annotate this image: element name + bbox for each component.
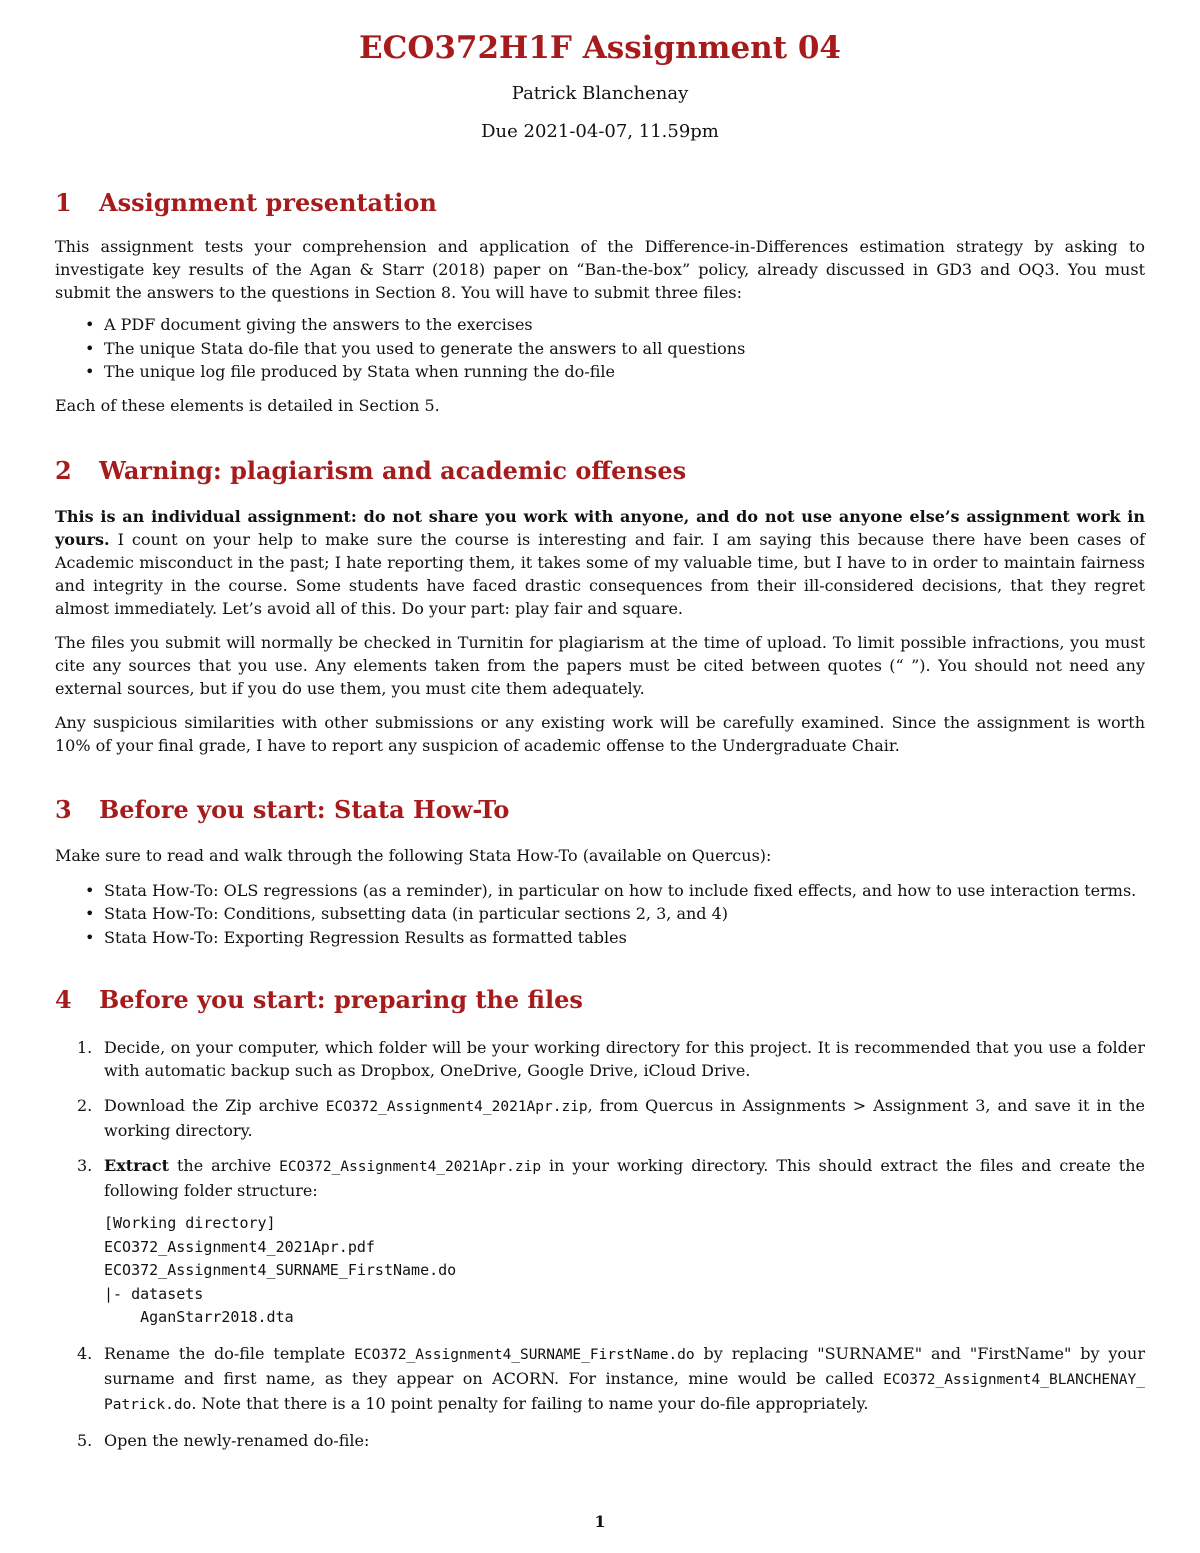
- document-title: ECO372H1F Assignment 04: [359, 30, 841, 66]
- filename: ECO372_Assignment4_BLANCHENAY_ Patrick.do: [104, 1371, 1145, 1413]
- tree-line: AganStarr2018.dta: [104, 1308, 294, 1326]
- tree-line: ECO372_Assignment4_2021Apr.pdf: [104, 1237, 375, 1256]
- item-number: 5.: [77, 1430, 93, 1450]
- list-item: • The unique log file produced by Stata when running the do-file: [85, 360, 1145, 384]
- paragraph: Each of these elements is detailed in Section 5.: [55, 395, 440, 415]
- bullet-list: [55, 313, 1145, 384]
- list-item: 5. Open the newly-renamed do-file:: [77, 1430, 370, 1450]
- tree-line: |- datasets: [104, 1284, 204, 1303]
- due-date: Due 2021-04-07, 11.59pm: [481, 121, 719, 142]
- paragraph: Make sure to read and walk through the following Stata How-To (available on Quercus):: [55, 845, 772, 865]
- bullet-list: [55, 879, 1145, 950]
- numbered-list: [55, 1036, 1145, 1452]
- paragraph: Any suspicious similarities with other submissions or any existing work will be carefully examined. Since the assignment is worth 10% of your final grade, I have to report any suspicion of academic offense to the Undergraduate Chair.: [55, 712, 1145, 755]
- section-number: 3: [55, 794, 72, 824]
- filename: ECO372_Assignment4_2021Apr.zip: [325, 1099, 588, 1115]
- list-item: • The unique Stata do-file that you used to generate the answers to all questions: [85, 337, 1145, 361]
- paragraph: The files you submit will normally be checked in Turnitin for plagiarism at the time of upload. To limit possible infractions, you must cite any sources that you use. Any elements taken from the papers must be cited between quotes (“ ”). You should not need any external sources, but if you do use them, you must cite them adequately.: [55, 632, 1145, 698]
- bullet-icon: •: [85, 362, 95, 381]
- list-item: • A PDF document giving the answers to the exercises: [85, 313, 1145, 337]
- bullet-icon: •: [85, 904, 95, 923]
- tree-line: [Working directory]: [104, 1214, 276, 1232]
- item-number: 1.: [77, 1038, 93, 1057]
- item-number: 2.: [77, 1096, 93, 1115]
- list-item: 3. Extract the archive ECO372_Assignment4_2021Apr.zip in your working directory. This should extract the files and create the following folder structure: [Working directory] ECO372_Assignment4_2021Apr.pdf ECO372_Assignment4_SURNAME_FirstName.do |- datasets AganStarr2018.dta: [55, 1154, 1145, 1330]
- author-name: Patrick Blanchenay: [511, 83, 689, 104]
- item-number: 3.: [77, 1156, 93, 1175]
- item-number: 4.: [77, 1343, 93, 1363]
- bullet-icon: •: [85, 927, 95, 947]
- page-number: 1: [594, 1512, 606, 1531]
- section-number: 2: [55, 455, 72, 485]
- section-4-heading: [55, 984, 1145, 1016]
- section-title: Warning: plagiarism and academic offenses: [99, 455, 687, 485]
- section-2-heading: [55, 455, 1145, 487]
- bullet-icon: •: [85, 880, 95, 900]
- section-title: Before you start: preparing the files: [99, 985, 583, 1014]
- document-page: [55, 28, 1145, 1452]
- section-number: 4: [55, 985, 72, 1014]
- folder-structure: [104, 1212, 1145, 1330]
- bullet-icon: •: [85, 338, 95, 358]
- paragraph: This is an individual assignment: do not share you work with anyone, and do not use anyone else’s assignment work in yours. I count on your help to make sure the course is interesting and fair. I am saying this because there have been cases of Academic misconduct in the past; I hate reporting them, it takes some of my valuable time, but I have to in order to maintain fairness and integrity in the course. Some students have faced drastic consequences from their ill-considered decisions, that they regret almost immediately. Let’s avoid all of this. Do your part: play fair and square.: [55, 506, 1145, 618]
- section-title: Assignment presentation: [99, 188, 437, 217]
- tree-line: ECO372_Assignment4_SURNAME_FirstName.do: [104, 1261, 457, 1279]
- list-item: • Stata How-To: OLS regressions (as a reminder), in particular on how to include fixed effects, and how to use interaction terms.: [85, 879, 1145, 903]
- section-3-heading: [55, 794, 1145, 826]
- list-item: • Stata How-To: Conditions, subsetting data (in particular sections 2, 3, and 4): [85, 902, 1145, 926]
- paragraph: This assignment tests your comprehension and application of the Difference-in-Differences estimation strategy by asking to investigate key results of the Agan & Starr (2018) paper on “Ban-the-box” policy, already discussed in GD3 and OQ3. You must submit the answers to the questions in Section 8. You will have to submit three files:: [55, 237, 1145, 302]
- list-item: 1. Decide, on your computer, which folder will be your working directory for this project. It is recommended that you use a folder with automatic backup such as Dropbox, OneDrive, Google Drive, iCloud Drive.: [77, 1038, 1145, 1080]
- bullet-icon: •: [85, 315, 95, 334]
- section-title: Before you start: Stata How-To: [99, 794, 510, 824]
- bold-statement: This is an individual assignment: do not share you work with anyone, and do not use anyone else’s assignment work in yours.: [55, 506, 1145, 549]
- list-item: 2. Download the Zip archive ECO372_Assignment4_2021Apr.zip, from Quercus in Assignments > Assignment 3, and save it in the working directory.: [77, 1096, 1146, 1140]
- list-item: 4. Rename the do-file template ECO372_Assignment4_SURNAME_FirstName.do by replacing "SURNAME" and "FirstName" by your surname and first name, as they appear on ACORN. For instance, mine would be called ECO372_Assignment4_BLANCHENAY_ Patrick.do. Note that there is a 10 point penalty for failing to name your do-file appropriately.: [77, 1343, 1146, 1413]
- section-number: 1: [55, 188, 72, 217]
- list-item: • Stata How-To: Exporting Regression Results as formatted tables: [85, 926, 1145, 950]
- filename: ECO372_Assignment4_SURNAME_FirstName.do: [354, 1346, 695, 1363]
- filename: ECO372_Assignment4_2021Apr.zip: [279, 1159, 542, 1175]
- section-1-heading: [55, 187, 1145, 219]
